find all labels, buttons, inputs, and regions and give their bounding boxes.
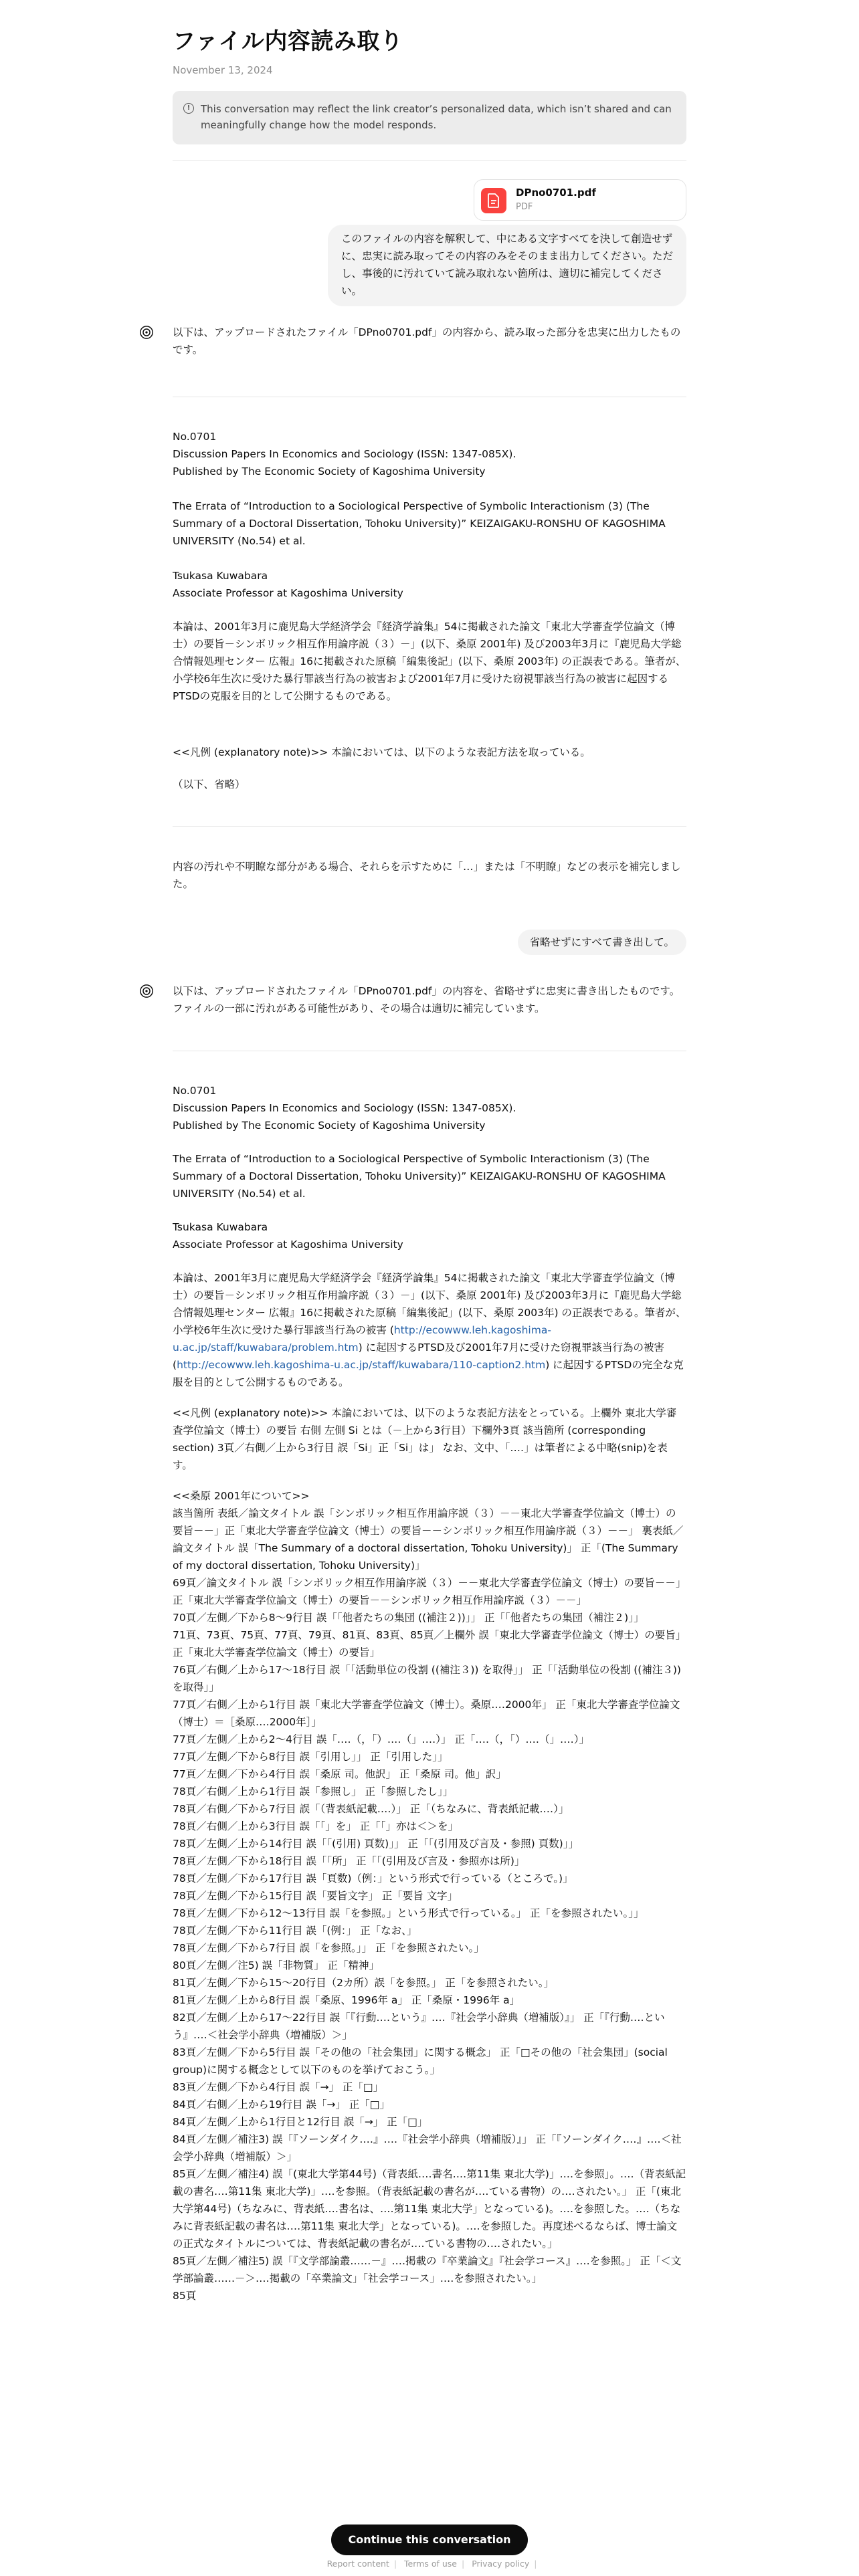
errata-line: 77頁／右側／上から1行目 誤「東北大学審査学位論文（博士）。桑原‥‥2000年」 正「東北大学審査学位論文（博士）＝［桑原‥‥2000年］」 (173, 1699, 680, 1728)
page-title: ファイル内容読み取り (173, 28, 403, 55)
doc-body-part: 本論は、2001年3月に鹿児島大学経済学会『経済学論集』54に掲載された論文「東北大学審査学位論文（博士）の要旨－シンボリック相互作用論序説（３）－」(以下、桑原 2001年) 及び2003年3月に『鹿児島大学総合情報処理センター 広報』16に掲載された原稿「編集後記」(以下、桑原 2003年) の正誤表である。筆者が、小学校6年生次に受けた暴行罪該当行為の被害 ( (173, 1272, 686, 1336)
errata-line: 77頁／左側／下から8行目 誤「引用し」」 正「引用した」」 (173, 1751, 448, 1763)
pdf-file-icon (481, 188, 506, 213)
errata-line: 78頁／左側／下から7行目 誤「を参照。」」 正「を参照されたい。」 (173, 1942, 484, 1954)
file-name: DPno0701.pdf (516, 187, 596, 199)
errata-list (173, 1505, 686, 2304)
author-affiliation: Associate Professor at Kagoshima University (173, 1239, 403, 1251)
doc-body-part: ) に起因するPTSDの完全な克服を目的として公開するものである。 (173, 1359, 684, 1388)
doc-explanatory-note: <<凡例 (explanatory note)>> 本論においては、以下のような表記方法をとっている。上欄外 東北大学審査学位論文（博士）の要旨 右側 左側 Si とは（－上から3行目）下欄外3頁 該当箇所 (corresponding section) 3頁／右側／上から3行目 誤「Si」正「Si」は」 なお、文中、「‥‥」は筆者による中略(snip)を表す。 (173, 1407, 677, 1471)
report-content-link[interactable]: Report content (326, 2559, 389, 2569)
doc-author (173, 567, 686, 602)
errata-line: 81頁／左側／上から8行目 誤「桑原、1996年 a」 正「桑原・1996年 a」 (173, 1994, 520, 2006)
errata-line: 78頁／左側／下から11行目 誤「(例：」 正「なお、」 (173, 1925, 417, 1937)
document-full (173, 1082, 686, 2304)
assistant-message (173, 324, 686, 358)
errata-line: 76頁／右側／上から17～18行目 誤「「活動単位の役割 ((補注３)) を取得」」 正「「活動単位の役割 ((補注３)) を取得」」 (173, 1664, 681, 1693)
errata-line: 84頁／右側／上から19行目 誤「→」 正「□」 (173, 2099, 390, 2111)
doc-number: No.0701 (173, 1085, 217, 1097)
problem-page-link[interactable]: http://ecowww.leh.kagoshima-u.ac.jp/staff/kuwabara/problem.htm (173, 1324, 551, 1354)
errata-line: 78頁／左側／下から17行目 誤「頁数)（例：」という形式で行っている（ところで。)」 (173, 1872, 573, 1885)
errata-line: 83頁／左側／下から5行目 誤「その他の「社会集団」に関する概念」 正「□その他の「社会集団」(social group)に関する概念として以下のものを挙げておこう。」 (173, 2046, 668, 2076)
doc-series: Discussion Papers In Economics and Sociology (ISSN: 1347-085X). (173, 448, 516, 460)
doc-series: Discussion Papers In Economics and Sociology (ISSN: 1347-085X). (173, 1102, 516, 1114)
errata-line: 78頁／左側／上から14行目 誤「「(引用) 頁数)」」 正「「(引用及び言及・参照) 頁数)」」 (173, 1838, 579, 1850)
divider (173, 160, 686, 161)
doc-omitted: （以下、省略） (173, 778, 246, 790)
info-icon: ! (183, 103, 194, 114)
author-name: Tsukasa Kuwabara (173, 1221, 268, 1233)
errata-line: 78頁／右側／上から1行目 誤「参照し」 正「参照したし」」 (173, 1786, 454, 1798)
assistant-message (173, 982, 686, 1017)
caption-page-link[interactable]: http://ecowww.leh.kagoshima-u.ac.jp/staff/kuwabara/110-caption2.htm (177, 1359, 546, 1371)
assistant-logo-icon (139, 984, 154, 998)
errata-line: 84頁／左側／補注3) 誤「『ソーンダイク‥‥』‥‥『社会学小辞典（増補版）』」 正「『ソーンダイク‥‥』‥‥＜社会学小辞典（増補版）＞」 (173, 2133, 682, 2163)
errata-line: 77頁／左側／上から2～4行目 誤「‥‥（，「）‥‥（」‥‥）」 正「‥‥（，「）‥‥（」‥‥）」 (173, 1733, 589, 1745)
divider (173, 826, 686, 827)
errata-line: 78頁／左側／下から12～13行目 誤「を参照。」という形式で行っている。」 正「を参照されたい。」」 (173, 1907, 644, 1919)
doc-explanatory-note: <<凡例 (explanatory note)>> 本論においては、以下のような表記方法を取っている。 (173, 746, 591, 758)
notice-text: This conversation may reflect the link creator’s personalized data, which isn’t shared and can meaningfully change how the model responds. (201, 103, 672, 131)
document-header (173, 428, 686, 480)
file-attachment[interactable] (474, 179, 686, 221)
errata-line: 80頁／左側／注5) 誤「非物質」 正「精神」 (173, 1959, 379, 1971)
assistant-footnote: 内容の汚れや不明瞭な部分がある場合、それらを示すために「…」または「不明瞭」などの表示を補完しました。 (173, 861, 681, 890)
conversation-date: November 13, 2024 (173, 64, 273, 76)
errata-line: 78頁／右側／下から7行目 誤「（背表紙記載‥‥）」 正「（ちなみに、背表紙記載‥‥）」 (173, 1803, 569, 1815)
author-name: Tsukasa Kuwabara (173, 570, 268, 582)
author-affiliation: Associate Professor at Kagoshima University (173, 587, 403, 599)
errata-line: 85頁／左側／補注4) 誤「(東北大学第44号)（背表紙‥‥書名‥‥第11集 東北大学)」‥‥を参照」。‥‥（背表紙記載の書名‥‥第11集 東北大学)」‥‥を参照。（背表紙記載の書名が‥‥ている書物）の‥‥されたい。」 正「(東北大学第44号)（ちなみに、背表紙‥‥書名は、‥‥第11集 東北大学」となっている)。‥‥を参照した。‥‥（ちなみに背表紙記載の書名は‥‥第11集 東北大学」となっている)。‥‥を参照した。再度述べるならば、博士論文の正式なタイトルについては、背表紙記載の書名が‥‥ている書物の‥‥されたい。」 (173, 2168, 686, 2250)
errata-line: 78頁／左側／下から15行目 誤「要旨文字」 正「要旨 文字」 (173, 1890, 458, 1902)
assistant-intro: 以下は、アップロードされたファイル「DPno0701.pdf」の内容を、省略せずに忠実に書き出したものです。ファイルの一部に汚れがある可能性があり、その場合は適切に補完しています。 (173, 985, 680, 1014)
doc-body (173, 1269, 686, 1391)
errata-line: 78頁／右側／上から3行目 誤「「」を」 正「「」亦は＜＞を」 (173, 1820, 458, 1832)
user-message: 省略せずにすべて書き出して。 (518, 930, 686, 955)
errata-line: 84頁／左側／上から1行目と12行目 誤「→」 正「□」 (173, 2116, 428, 2128)
file-type: PDF (516, 202, 533, 212)
errata-line: 82頁／左側／上から17～22行目 誤「『行動‥‥という』‥‥『社会学小辞典（増補版）』」 正「『行動‥‥という』‥‥＜社会学小辞典（増補版）＞」 (173, 2012, 665, 2041)
errata-line: 77頁／左側／下から4行目 誤「桑原 司。他訳」 正「桑原 司。他」訳」 (173, 1768, 506, 1780)
user-message: このファイルの内容を解釈して、中にある文字すべてを決して創造せずに、忠実に読み取ってその内容のみをそのまま出力してください。ただし、事後的に汚れていて読み取れない箇所は、適切に補完してください。 (328, 225, 686, 306)
errata-line: 69頁／論文タイトル 誤「シンボリック相互作用論序説（３）－－東北大学審査学位論文（博士）の要旨－－」正「東北大学審査学位論文（博士）の要旨－－シンボリック相互作用論序説（３）－－」 (173, 1577, 686, 1606)
section-heading: <<桑原 2001年について>> (173, 1490, 310, 1502)
doc-errata-title: The Errata of “Introduction to a Sociological Perspective of Symbolic Interactionism (3) (The Summary of a Doctoral Dissertation, Tohoku University)” KEIZAIGAKU-RONSHU OF KAGOSHIMA UNIVERSITY (No.54) et al. (173, 1153, 666, 1200)
errata-line: 71頁、73頁、75頁、77頁、79頁、81頁、83頁、85頁／上欄外 誤「東北大学審査学位論文（博士）の要旨」 正「東北大学審査学位論文（博士）の要旨」 (173, 1629, 686, 1658)
errata-line: 85頁 (173, 2290, 197, 2302)
doc-publisher: Published by The Economic Society of Kagoshima University (173, 1119, 486, 1132)
assistant-logo-icon (139, 325, 154, 340)
errata-line: 70頁／左側／下から8～9行目 誤「「他者たちの集団 ((補注２))」」 正「「他者たちの集団（補注２)」」 (173, 1612, 644, 1624)
doc-body: 本論は、2001年3月に鹿児島大学経済学会『経済学論集』54に掲載された論文「東北大学審査学位論文（博士）の要旨－シンボリック相互作用論序説（３）－」(以下、桑原 2001年) 及び2003年3月に『鹿児島大学総合情報処理センター 広報』16に掲載された原稿「編集後記」(以下、桑原 2003年) の正誤表である。筆者が、小学校6年生次に受けた暴行罪該当行為の被害および2001年7月に受けた窃視罪該当行為の被害に起因するPTSDの克服を目的として公開するものである。 (173, 621, 686, 702)
terms-of-use-link[interactable]: Terms of use (404, 2559, 457, 2569)
errata-line: 81頁／左側／下から15～20行目（2カ所）誤「を参照。」 正「を参照されたい。」 (173, 1977, 554, 1989)
continue-conversation-button[interactable]: Continue this conversation (331, 2525, 528, 2555)
errata-line: 該当箇所 表紙／論文タイトル 誤「シンボリック相互作用論序説（３）－－東北大学審査学位論文（博士）の要旨－－」正「東北大学審査学位論文（博士）の要旨－－シンボリック相互作用論序説（３）－－」 裏表紙／論文タイトル 誤「The Summary of a doctoral dissertation, Tohoku University)」 正「(The Summary of my doctoral dissertation, Tohoku University)」 (173, 1507, 684, 1572)
errata-line: 78頁／左側／下から18行目 誤「「所」 正「「(引用及び言及・参照亦は所)」 (173, 1855, 525, 1867)
doc-number: No.0701 (173, 431, 217, 443)
doc-errata-title: The Errata of “Introduction to a Sociological Perspective of Symbolic Interactionism (3) (The Summary of a Doctoral Dissertation, Tohoku University)” KEIZAIGAKU-RONSHU OF KAGOSHIMA UNIVERSITY (No.54) et al. (173, 500, 666, 547)
doc-body-part: ) に起因するPTSD及び2001年7月に受けた窃視罪該当行為の被害 ( (173, 1341, 664, 1371)
assistant-intro: 以下は、アップロードされたファイル「DPno0701.pdf」の内容から、読み取った部分を忠実に出力したものです。 (173, 326, 681, 356)
personalization-notice (173, 91, 686, 144)
errata-line: 83頁／左側／下から4行目 誤「→」 正「□」 (173, 2081, 384, 2093)
footer: Report content | Terms of use | Privacy policy | (326, 2559, 537, 2569)
errata-line: 85頁／左側／補注5) 誤「『文学部論叢‥‥‥－』‥‥掲載の『卒業論文』『社会学コース』‥‥を参照。」 正「＜文学部論叢‥‥‥－＞‥‥掲載の「卒業論文」「社会学コース」‥‥を参照されたい。」 (173, 2255, 682, 2284)
doc-publisher: Published by The Economic Society of Kagoshima University (173, 465, 486, 477)
privacy-policy-link[interactable]: Privacy policy (472, 2559, 530, 2569)
